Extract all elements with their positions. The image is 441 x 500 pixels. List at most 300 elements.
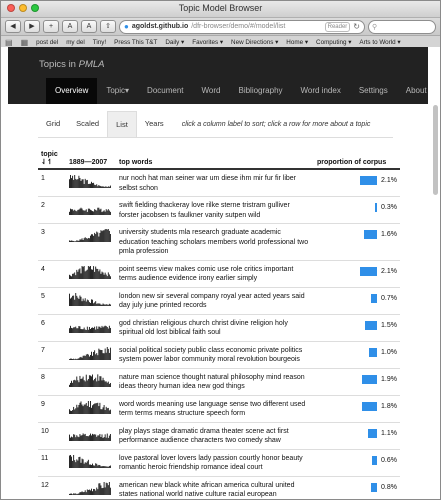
sparkline-bar	[95, 354, 96, 360]
sparkline-bar	[95, 490, 96, 494]
sparkline-bar	[106, 437, 107, 440]
sparkline-bar	[71, 327, 72, 332]
year-sparkline	[69, 346, 111, 360]
sparkline-bar	[104, 353, 105, 360]
top-words: swift fielding thackeray love rilke sterne tristram gulliver forster jacobsen ts faulkner vanity sutpen wild	[116, 197, 314, 224]
sparkline-bar	[74, 493, 75, 494]
sparkline-bar	[74, 327, 75, 333]
sparkline-bar	[98, 271, 99, 279]
sparkline-bar	[90, 210, 91, 215]
sparkline-bar	[84, 211, 85, 215]
sparkline-bar	[75, 241, 76, 242]
sort-icon: ⇃↿	[41, 159, 53, 166]
sparkline-bar	[96, 210, 97, 215]
sparkline-bar	[73, 493, 74, 495]
view-tab[interactable]: List	[107, 111, 137, 137]
sparkline-bar	[82, 404, 83, 413]
sparkline-bar	[97, 208, 98, 215]
sparkline-bar	[85, 433, 86, 440]
sparkline-bar	[86, 330, 87, 333]
sparkline-bar	[96, 326, 97, 333]
proportion-cell	[314, 314, 400, 341]
table-row[interactable]	[38, 197, 400, 224]
topic-header-label: topic	[41, 151, 58, 158]
sparkline-bar	[78, 176, 79, 188]
sparkline-bar	[101, 273, 102, 278]
sparkline-bar	[85, 381, 86, 387]
sparkline-bar	[107, 483, 108, 495]
sparkline-bar	[104, 274, 105, 278]
sparkline-bar	[101, 485, 102, 495]
sparkline-bar	[78, 269, 79, 279]
sparkline-bar	[97, 374, 98, 387]
sparkline-bar	[84, 238, 85, 242]
sparkline-bar	[99, 465, 100, 468]
sparkline-bar	[98, 303, 99, 306]
search-field[interactable]	[368, 20, 436, 34]
sparkline-bar	[108, 209, 109, 215]
sparkline-bar	[99, 233, 100, 242]
top-words: london new sir several company royal year acted years said day july june printed records	[116, 287, 314, 314]
bookmark-item[interactable]: Daily ▾	[165, 38, 185, 46]
sparkline-bar	[96, 268, 97, 278]
sparkline-bar	[81, 208, 82, 215]
sparkline-bar	[77, 210, 78, 215]
view-tab[interactable]: Grid	[46, 119, 61, 128]
sparkline-bar	[95, 463, 96, 468]
proportion-column-header[interactable]: proportion of corpus	[314, 149, 400, 169]
sparkline-bar	[84, 184, 85, 188]
top-words: god christian religious church christ divine religion holy spiritual old lost biblical faith soul	[116, 314, 314, 341]
year-sparkline-cell	[66, 197, 116, 224]
sparkline-bar	[89, 209, 90, 215]
bookmark-item[interactable]: Arts to World ▾	[359, 38, 401, 46]
sparkline-bar	[70, 437, 71, 440]
year-sparkline-cell	[66, 449, 116, 476]
sparkline-bar	[78, 404, 79, 413]
sparkline-bar	[74, 379, 75, 386]
years-column-header[interactable]: 1889—2007	[66, 149, 116, 169]
sparkline-bar	[82, 209, 83, 215]
bookmarks-book-icon[interactable]: ▤	[5, 37, 13, 47]
table-row[interactable]	[38, 422, 400, 449]
nav-item[interactable]: Topic▾	[106, 86, 130, 95]
sparkline-bar	[82, 357, 83, 359]
sparkline-bar	[74, 175, 75, 188]
sparkline-bar	[77, 380, 78, 387]
proportion-bar	[371, 294, 377, 303]
nav-item[interactable]: Settings	[358, 86, 388, 95]
top-words: nur noch hat man seiner war um diese ihm mir fur fir liber selbst schon	[116, 169, 314, 197]
reload-icon[interactable]: ↻	[353, 22, 360, 31]
sparkline-bar	[105, 272, 106, 278]
sparkline-bar	[104, 304, 105, 306]
sparkline-bar	[81, 296, 82, 305]
nav-item[interactable]: Overview	[46, 78, 97, 104]
sparkline-bar	[77, 241, 78, 242]
table-row[interactable]	[38, 449, 400, 476]
view-tab[interactable]: Years	[144, 119, 164, 128]
sparkline-bar	[104, 326, 105, 333]
nav-item[interactable]: About	[405, 86, 427, 95]
topic-number: 7	[38, 341, 66, 368]
sparkline-bar	[110, 487, 111, 494]
text-smaller-button[interactable]: A	[62, 20, 78, 33]
sparkline-bar	[81, 462, 82, 467]
sparkline-bar	[85, 237, 86, 242]
sparkline-bar	[106, 466, 107, 468]
sparkline-bar	[76, 376, 77, 386]
proportion-bar	[372, 456, 377, 465]
sparkline-bar	[76, 240, 77, 242]
sparkline-bar	[82, 179, 83, 188]
proportion-cell	[314, 368, 400, 395]
sparkline-bar	[87, 212, 88, 215]
back-button[interactable]: ◀	[5, 20, 21, 33]
sparkline-bar	[82, 435, 83, 441]
sparkline-bar	[71, 380, 72, 386]
sparkline-bar	[88, 184, 89, 188]
sparkline-bar	[89, 407, 90, 414]
sparkline-bar	[97, 355, 98, 360]
topic-number: 4	[38, 260, 66, 287]
proportion-cell	[314, 341, 400, 368]
sparkline-bar	[103, 272, 104, 278]
sparkline-bar	[97, 489, 98, 495]
bookmarks-grid-icon[interactable]: ▦	[20, 37, 29, 47]
sparkline-bar	[82, 458, 83, 467]
bookmark-item[interactable]: Home ▾	[286, 38, 309, 46]
words-column-header[interactable]: top words	[116, 149, 314, 169]
sparkline-bar	[92, 269, 93, 278]
sparkline-bar	[78, 358, 79, 360]
sparkline-bar	[89, 435, 90, 441]
bookmark-item[interactable]: Computing ▾	[316, 38, 352, 46]
view-tab[interactable]: Scaled	[76, 119, 100, 128]
sparkline-bar	[82, 238, 83, 242]
bookmark-item[interactable]: my del	[66, 38, 85, 46]
brand-title[interactable]	[39, 59, 104, 70]
table-row[interactable]	[38, 368, 400, 395]
sparkline-bar	[95, 266, 96, 278]
sparkline-bar	[77, 493, 78, 494]
proportion-cell	[314, 197, 400, 224]
table-row[interactable]	[38, 395, 400, 422]
nav-item[interactable]: Word	[201, 86, 221, 95]
proportion-value: 1.9%	[381, 375, 397, 383]
sparkline-bar	[87, 239, 88, 242]
sparkline-bar	[89, 184, 90, 188]
sparkline-bar	[93, 211, 94, 215]
sparkline-bar	[97, 303, 98, 306]
year-sparkline	[69, 228, 111, 242]
sparkline-bar	[72, 437, 73, 441]
sparkline-bar	[92, 463, 93, 467]
proportion-value: 0.7%	[381, 294, 397, 302]
sparkline-bar	[75, 275, 76, 279]
year-sparkline-cell	[66, 260, 116, 287]
sparkline-bar	[107, 276, 108, 279]
proportion-value: 1.0%	[381, 348, 397, 356]
sparkline-bar	[95, 403, 96, 414]
sparkline-bar	[74, 359, 75, 360]
sparkline-bar	[107, 187, 108, 188]
sparkline-bar	[77, 407, 78, 414]
sparkline-bar	[74, 272, 75, 279]
sparkline-bar	[74, 241, 75, 242]
proportion-cell	[314, 287, 400, 314]
sparkline-bar	[82, 378, 83, 387]
year-sparkline-cell	[66, 341, 116, 368]
sparkline-bar	[77, 297, 78, 305]
proportion-cell	[314, 422, 400, 449]
proportion-cell	[314, 476, 400, 499]
sparkline-bar	[105, 348, 106, 359]
sparkline-bar	[99, 376, 100, 387]
sparkline-bar	[92, 183, 93, 188]
proportion-bar	[360, 267, 377, 276]
sparkline-bar	[96, 436, 97, 440]
sparkline-bar	[71, 276, 72, 279]
sparkline-bar	[91, 299, 92, 306]
sparkline-bar	[87, 405, 88, 413]
sparkline-bar	[70, 298, 71, 305]
sparkline-bar	[90, 375, 91, 386]
table-row[interactable]	[38, 476, 400, 499]
sparkline-bar	[96, 184, 97, 188]
sparkline-bar	[110, 276, 111, 279]
proportion-bar	[371, 483, 377, 492]
sparkline-bar	[106, 274, 107, 278]
nav-item[interactable]: Word index	[300, 86, 341, 95]
sparkline-bar	[99, 349, 100, 359]
sparkline-bar	[103, 230, 104, 242]
sparkline-bar	[70, 209, 71, 215]
year-sparkline-cell	[66, 224, 116, 261]
sparkline-bar	[94, 209, 95, 215]
sparkline-bar	[104, 230, 105, 242]
sparkline-bar	[88, 238, 89, 242]
sparkline-bar	[74, 210, 75, 215]
sparkline-bar	[73, 455, 74, 468]
table-row[interactable]	[38, 260, 400, 287]
sparkline-bar	[73, 273, 74, 278]
sparkline-bar	[109, 211, 110, 215]
sparkline-bar	[73, 406, 74, 413]
sparkline-bar	[105, 304, 106, 305]
sparkline-bar	[102, 380, 103, 387]
topic-number: 3	[38, 224, 66, 261]
sparkline-bar	[73, 358, 74, 359]
table-row[interactable]	[38, 287, 400, 314]
sparkline-bar	[72, 382, 73, 386]
sparkline-bar	[80, 295, 81, 306]
sparkline-bar	[85, 404, 86, 414]
nav-item[interactable]: Document	[147, 86, 184, 95]
sparkline-bar	[94, 185, 95, 188]
sparkline-bar	[107, 466, 108, 467]
sparkline-bar	[96, 487, 97, 494]
sparkline-bar	[95, 329, 96, 332]
sparkline-bar	[107, 327, 108, 333]
sparkline-bar	[87, 380, 88, 387]
sparkline-bar	[91, 376, 92, 387]
sparkline-bar	[81, 401, 82, 414]
sparkline-bar	[99, 303, 100, 305]
bookmark-item[interactable]: Press This T&T	[114, 38, 158, 46]
sparkline-bar	[69, 384, 70, 386]
bookmark-item[interactable]: post del	[36, 38, 59, 46]
sparkline-bar	[83, 210, 84, 215]
sparkline-bar	[69, 328, 70, 333]
proportion-value: 1.1%	[381, 429, 397, 437]
bookmark-item[interactable]: Tiny!	[92, 38, 107, 46]
sparkline-bar	[102, 488, 103, 495]
sparkline-bar	[105, 229, 106, 242]
sparkline-bar	[83, 492, 84, 495]
sparkline-bar	[99, 210, 100, 215]
forward-button[interactable]: ▶	[24, 20, 40, 33]
share-button[interactable]: ⇧	[100, 20, 116, 33]
sparkline-bar	[107, 347, 108, 360]
sparkline-bar	[96, 381, 97, 387]
sparkline-bar	[87, 269, 88, 278]
sparkline-bar	[103, 487, 104, 494]
page-content	[1, 47, 440, 499]
sparkline-bar	[86, 301, 87, 305]
sparkline-bar	[104, 210, 105, 215]
sparkline-bar	[88, 300, 89, 306]
sparkline-bar	[99, 326, 100, 332]
sparkline-bar	[98, 435, 99, 441]
sparkline-bar	[85, 462, 86, 468]
sparkline-bar	[87, 299, 88, 305]
year-sparkline	[69, 201, 111, 215]
sparkline-bar	[90, 236, 91, 242]
top-words: university students mla research graduate academic education teaching scholars members world professional two pmla profession	[116, 224, 314, 261]
sparkline-bar	[91, 435, 92, 441]
sparkline-bar	[109, 352, 110, 359]
sparkline-bar	[88, 489, 89, 494]
scrollbar-thumb[interactable]	[433, 105, 438, 195]
sparkline-bar	[85, 356, 86, 360]
reader-button[interactable]: Reader	[325, 22, 351, 32]
proportion-value: 1.8%	[381, 402, 397, 410]
scrollbar[interactable]	[430, 47, 439, 499]
table-row[interactable]	[38, 341, 400, 368]
sparkline-bar	[98, 326, 99, 332]
bookmark-item[interactable]: Favorites ▾	[192, 38, 224, 46]
sparkline-bar	[99, 186, 100, 188]
proportion-bar	[368, 429, 377, 438]
sparkline-bar	[102, 466, 103, 468]
sparkline-bar	[76, 295, 77, 305]
sparkline-bar	[96, 353, 97, 360]
sparkline-bar	[93, 266, 94, 279]
browser-toolbar	[1, 18, 440, 36]
address-bar[interactable]	[119, 20, 365, 34]
sparkline-bar	[101, 186, 102, 188]
sparkline-bar	[98, 483, 99, 495]
sparkline-bar	[106, 482, 107, 494]
table-row[interactable]	[38, 314, 400, 341]
sparkline-bar	[72, 460, 73, 467]
sparkline-bar	[89, 326, 90, 332]
sparkline-bar	[86, 209, 87, 215]
add-tab-button[interactable]: +	[43, 20, 59, 33]
sparkline-bar	[104, 405, 105, 414]
sparkline-bar	[77, 436, 78, 440]
sparkline-bar	[90, 464, 91, 467]
top-words: social political society public class economic private politics system power labor community moral revolution bourgeois	[116, 341, 314, 368]
sparkline-bar	[96, 403, 97, 414]
sparkline-bar	[93, 236, 94, 242]
sparkline-bar	[84, 404, 85, 413]
sparkline-bar	[81, 435, 82, 440]
sparkline-bar	[90, 302, 91, 305]
text-larger-button[interactable]: A	[81, 20, 97, 33]
sparkline-bar	[77, 179, 78, 188]
year-sparkline-cell	[66, 368, 116, 395]
sparkline-bar	[98, 464, 99, 467]
proportion-value: 1.5%	[381, 321, 397, 329]
sparkline-bar	[83, 179, 84, 188]
sparkline-bar	[76, 494, 77, 495]
sparkline-bar	[101, 409, 102, 414]
sparkline-bar	[107, 210, 108, 215]
nav-item[interactable]: Bibliography	[238, 86, 283, 95]
sparkline-bar	[89, 356, 90, 359]
sparkline-bar	[70, 241, 71, 242]
top-navbar	[8, 47, 428, 104]
sparkline-bar	[92, 405, 93, 414]
topic-number: 8	[38, 368, 66, 395]
topic-column-header[interactable]	[38, 149, 66, 169]
bookmark-item[interactable]: New Directions ▾	[231, 38, 279, 46]
title-bar	[1, 1, 440, 18]
year-sparkline	[69, 454, 111, 468]
sparkline-bar	[74, 460, 75, 468]
sparkline-bar	[78, 437, 79, 441]
year-sparkline-cell	[66, 476, 116, 499]
sparkline-bar	[70, 175, 71, 188]
sparkline-bar	[91, 210, 92, 215]
sparkline-bar	[90, 401, 91, 414]
sparkline-bar	[91, 351, 92, 359]
sparkline-bar	[94, 271, 95, 278]
sparkline-bar	[70, 382, 71, 386]
sparkline-bar	[102, 409, 103, 414]
year-sparkline	[69, 319, 111, 333]
sparkline-bar	[73, 241, 74, 242]
sparkline-bar	[90, 266, 91, 279]
sparkline-bar	[71, 410, 72, 413]
sparkline-bar	[80, 402, 81, 413]
sparkline-bar	[88, 379, 89, 387]
sparkline-bar	[80, 178, 81, 188]
table-row[interactable]	[38, 169, 400, 197]
sparkline-bar	[81, 181, 82, 188]
sparkline-bar	[84, 380, 85, 387]
sparkline-bar	[74, 409, 75, 414]
sparkline-bar	[108, 407, 109, 413]
table-row[interactable]	[38, 224, 400, 261]
sparkline-bar	[91, 488, 92, 494]
sparkline-bar	[70, 358, 71, 359]
sparkline-bar	[91, 269, 92, 279]
sparkline-bar	[72, 328, 73, 333]
sparkline-bar	[72, 273, 73, 278]
